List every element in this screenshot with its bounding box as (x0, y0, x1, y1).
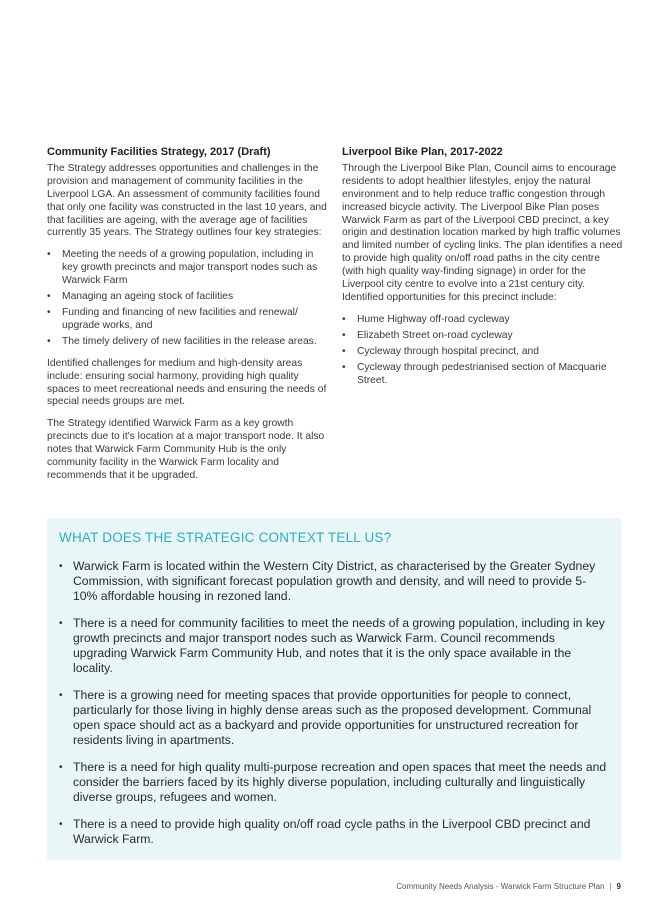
bullet-icon: • (342, 329, 346, 341)
bullet-icon: • (47, 291, 51, 303)
list-item-text: There is a need for community facilities to meet the needs of a growing population, including in key growth precincts and major transport nodes such as Warwick Farm. Council recommends upgrading Warwick Farm Community Hub, and notes that it is the only space available in the locality. (73, 616, 605, 675)
right-column (342, 146, 624, 396)
bullet-icon: • (59, 762, 63, 773)
list-item-text: Meeting the needs of a growing population, including in key growth precincts and major transport nodes such as Warwick Farm (62, 249, 318, 287)
page-footer (396, 882, 621, 891)
footer-separator: | (609, 882, 612, 891)
list-item-text: Cycleway through hospital precinct, and (357, 345, 540, 357)
bullet-icon: • (59, 561, 63, 572)
list-item-text: The timely delivery of new facilities in the release areas. (62, 335, 317, 347)
list-item (342, 314, 624, 327)
strategic-context-box (47, 518, 621, 860)
bullet-icon: • (47, 306, 51, 318)
list-item (59, 688, 607, 748)
list-item-text: Elizabeth Street on-road cycleway (357, 329, 513, 341)
bullet-icon: • (342, 361, 346, 373)
list-item-text: Warwick Farm is located within the Western City District, as characterised by the Greater Sydney Commission, with significant forecast population growth and density, and will need to provide 5-10% affordable housing in rezoned land. (73, 559, 596, 603)
list-item (59, 559, 607, 604)
list-item-text: There is a need for high quality multi-purpose recreation and open spaces that meet the needs and consider the barriers faced by its highly diverse population, including culturally and linguistically diverse groups, refugees and women. (73, 760, 607, 804)
paragraph: Through the Liverpool Bike Plan, Council aims to encourage residents to adopt healthier lifestyles, enjoy the natural environment and to help reduce traffic congestion through increased bicycle activity. The Liverpool Bike Plan poses Warwick Farm as part of the Liverpool CBD precinct, a key origin and destination location marked by high traffic volumes and limited number of cycling links. The plan identifies a need to provide high quality on/off road paths in the city centre (with high quality way-finding signage) in order for the Liverpool city centre to evolve into a 21st century city. Identified opportunities for this precinct include: (342, 162, 623, 303)
footer-title: Community Needs Analysis - Warwick Farm Structure Plan (396, 882, 605, 891)
list-item (47, 291, 327, 304)
box-bullet-list (59, 559, 607, 847)
bullet-list (47, 249, 327, 348)
bullet-icon: • (59, 819, 63, 830)
paragraph: Identified challenges for medium and high-density areas include: ensuring social harmony, providing high quality spaces to meet recreational needs and ensuring the needs of special needs groups are met. (47, 357, 327, 408)
list-item-text: There is a growing need for meeting spaces that provide opportunities for people to connect, particularly for those living in highly dense areas such as the proposed development. Communal open space should act as a backyard and provide opportunities for unstructured recreation for residents living in apartments. (73, 688, 592, 747)
bullet-icon: • (59, 690, 63, 701)
bullet-icon: • (342, 313, 346, 325)
section-heading: Liverpool Bike Plan, 2017-2022 (342, 146, 503, 158)
section-heading: Community Facilities Strategy, 2017 (Draft) (47, 146, 271, 158)
bullet-icon: • (47, 249, 51, 261)
list-item (342, 330, 624, 343)
bullet-icon: • (59, 618, 63, 629)
left-column (47, 146, 327, 492)
list-item-text: Funding and financing of new facilities and renewal/ upgrade works, and (62, 306, 298, 331)
bullet-icon: • (47, 335, 51, 347)
paragraph: The Strategy addresses opportunities and challenges in the provision and management of community facilities in the Liverpool LGA. An assessment of community facilities found that only one facility was constructed in the last 10 years, and that facilities are ageing, with the average age of facilities currently 35 years. The Strategy outlines four key strategies: (47, 162, 327, 239)
list-item-text: There is a need to provide high quality on/off road cycle paths in the Liverpool CBD precinct and Warwick Farm. (73, 817, 591, 846)
list-item-text: Hume Highway off-road cycleway (357, 313, 510, 325)
list-item-text: Cycleway through pedestrianised section of Macquarie Street. (357, 361, 607, 386)
bullet-icon: • (342, 345, 346, 357)
box-title: WHAT DOES THE STRATEGIC CONTEXT TELL US? (59, 530, 392, 545)
page-number: 9 (616, 882, 621, 891)
list-item (47, 336, 327, 349)
list-item-text: Managing an ageing stock of facilities (62, 291, 234, 303)
list-item (342, 346, 624, 359)
list-item (47, 307, 327, 333)
list-item (59, 760, 607, 805)
list-item (342, 362, 624, 388)
paragraph: The Strategy identified Warwick Farm as a key growth precincts due to it's location at a major transport node. It also notes that Warwick Farm Community Hub is the only community facility in the Warwick Farm locality and recommends that it be upgraded. (47, 418, 325, 481)
list-item (59, 817, 607, 847)
list-item (47, 249, 327, 288)
list-item (59, 616, 607, 676)
bullet-list (342, 314, 624, 388)
